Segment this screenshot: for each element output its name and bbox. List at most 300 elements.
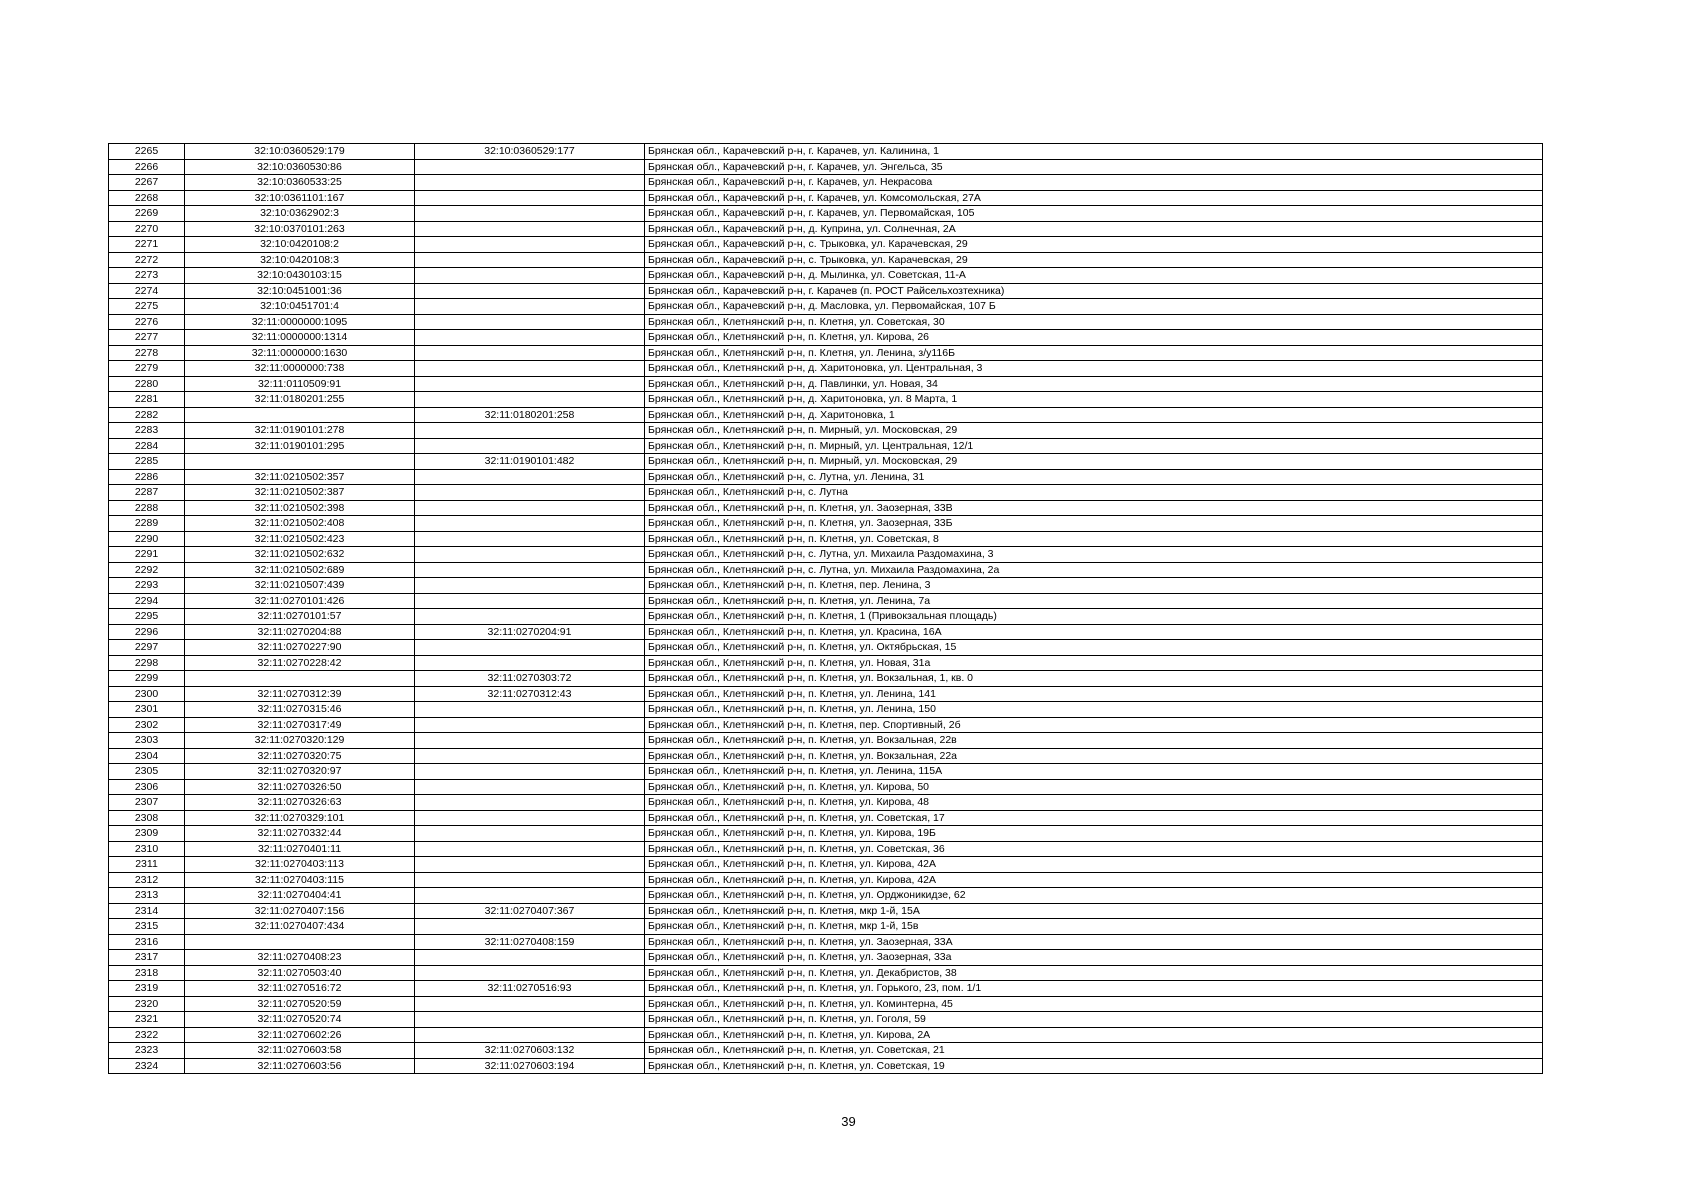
table-row [109, 330, 1543, 346]
address-cell: Брянская обл., Карачевский р-н, г. Карачев (п. РОСТ Райсельхозтехника) [645, 283, 1543, 299]
cadastral-number-cell: 32:10:0420108:2 [185, 237, 415, 253]
row-number-cell: 2291 [109, 547, 185, 563]
row-number-cell: 2277 [109, 330, 185, 346]
related-cadastral-number-cell [415, 252, 645, 268]
row-number-cell: 2290 [109, 531, 185, 547]
cadastral-number-cell: 32:11:0210502:632 [185, 547, 415, 563]
row-number-cell: 2324 [109, 1058, 185, 1074]
related-cadastral-number-cell [415, 872, 645, 888]
row-number-cell: 2266 [109, 159, 185, 175]
address-cell: Брянская обл., Клетнянский р-н, п. Клетня, ул. Ленина, 7а [645, 593, 1543, 609]
related-cadastral-number-cell [415, 764, 645, 780]
related-cadastral-number-cell [415, 562, 645, 578]
related-cadastral-number-cell [415, 965, 645, 981]
address-cell: Брянская обл., Клетнянский р-н, п. Клетня, ул. Кирова, 26 [645, 330, 1543, 346]
address-cell: Брянская обл., Клетнянский р-н, п. Клетня, ул. Коминтерна, 45 [645, 996, 1543, 1012]
cadastral-number-cell: 32:10:0362902:3 [185, 206, 415, 222]
cadastral-number-cell: 32:11:0270204:88 [185, 624, 415, 640]
row-number-cell: 2284 [109, 438, 185, 454]
cadastral-number-cell: 32:10:0430103:15 [185, 268, 415, 284]
cadastral-number-cell: 32:11:0210502:357 [185, 469, 415, 485]
row-number-cell: 2278 [109, 345, 185, 361]
related-cadastral-number-cell: 32:11:0270204:91 [415, 624, 645, 640]
table-row [109, 206, 1543, 222]
related-cadastral-number-cell [415, 593, 645, 609]
related-cadastral-number-cell [415, 996, 645, 1012]
cadastral-number-cell: 32:11:0190101:295 [185, 438, 415, 454]
row-number-cell: 2280 [109, 376, 185, 392]
address-cell: Брянская обл., Клетнянский р-н, п. Мирный, ул. Московская, 29 [645, 454, 1543, 470]
row-number-cell: 2267 [109, 175, 185, 191]
row-number-cell: 2316 [109, 934, 185, 950]
related-cadastral-number-cell [415, 779, 645, 795]
related-cadastral-number-cell [415, 221, 645, 237]
related-cadastral-number-cell [415, 237, 645, 253]
related-cadastral-number-cell [415, 159, 645, 175]
row-number-cell: 2309 [109, 826, 185, 842]
cadastral-number-cell [185, 407, 415, 423]
cadastral-number-cell: 32:11:0210502:408 [185, 516, 415, 532]
related-cadastral-number-cell [415, 640, 645, 656]
table-row [109, 454, 1543, 470]
row-number-cell: 2287 [109, 485, 185, 501]
table-row [109, 624, 1543, 640]
cadastral-number-cell: 32:11:0190101:278 [185, 423, 415, 439]
table-row [109, 888, 1543, 904]
related-cadastral-number-cell [415, 609, 645, 625]
related-cadastral-number-cell: 32:11:0270408:159 [415, 934, 645, 950]
cadastral-number-cell: 32:10:0360530:86 [185, 159, 415, 175]
cadastral-number-cell: 32:11:0270603:56 [185, 1058, 415, 1074]
row-number-cell: 2315 [109, 919, 185, 935]
cadastral-number-cell: 32:10:0451701:4 [185, 299, 415, 315]
table-row [109, 252, 1543, 268]
row-number-cell: 2297 [109, 640, 185, 656]
related-cadastral-number-cell [415, 950, 645, 966]
row-number-cell: 2295 [109, 609, 185, 625]
address-cell: Брянская обл., Карачевский р-н, с. Трыковка, ул. Карачевская, 29 [645, 252, 1543, 268]
cadastral-number-cell: 32:11:0270403:115 [185, 872, 415, 888]
related-cadastral-number-cell [415, 547, 645, 563]
table-row [109, 919, 1543, 935]
table-row [109, 392, 1543, 408]
row-number-cell: 2303 [109, 733, 185, 749]
row-number-cell: 2268 [109, 190, 185, 206]
cadastral-number-cell: 32:11:0270101:57 [185, 609, 415, 625]
table-row [109, 283, 1543, 299]
table-row [109, 593, 1543, 609]
row-number-cell: 2308 [109, 810, 185, 826]
related-cadastral-number-cell [415, 485, 645, 501]
address-cell: Брянская обл., Клетнянский р-н, п. Мирный, ул. Центральная, 12/1 [645, 438, 1543, 454]
address-cell: Брянская обл., Клетнянский р-н, п. Клетня, пер. Ленина, 3 [645, 578, 1543, 594]
related-cadastral-number-cell [415, 345, 645, 361]
table-row [109, 469, 1543, 485]
row-number-cell: 2301 [109, 702, 185, 718]
related-cadastral-number-cell [415, 888, 645, 904]
cadastral-number-cell: 32:10:0360529:179 [185, 144, 415, 160]
cadastral-number-cell: 32:11:0180201:255 [185, 392, 415, 408]
row-number-cell: 2312 [109, 872, 185, 888]
related-cadastral-number-cell [415, 748, 645, 764]
related-cadastral-number-cell: 32:11:0270516:93 [415, 981, 645, 997]
table-row [109, 314, 1543, 330]
address-cell: Брянская обл., Клетнянский р-н, п. Клетня, ул. Декабристов, 38 [645, 965, 1543, 981]
cadastral-number-cell: 32:11:0000000:1095 [185, 314, 415, 330]
table-row [109, 981, 1543, 997]
related-cadastral-number-cell [415, 578, 645, 594]
related-cadastral-number-cell [415, 826, 645, 842]
table-row [109, 903, 1543, 919]
row-number-cell: 2271 [109, 237, 185, 253]
related-cadastral-number-cell: 32:11:0270312:43 [415, 686, 645, 702]
table-row [109, 516, 1543, 532]
address-cell: Брянская обл., Карачевский р-н, д. Мылинка, ул. Советская, 11-А [645, 268, 1543, 284]
address-cell: Брянская обл., Клетнянский р-н, п. Клетня, ул. Ленина, 150 [645, 702, 1543, 718]
table-row [109, 299, 1543, 315]
table-row [109, 578, 1543, 594]
row-number-cell: 2265 [109, 144, 185, 160]
address-cell: Брянская обл., Карачевский р-н, г. Карачев, ул. Первомайская, 105 [645, 206, 1543, 222]
related-cadastral-number-cell [415, 268, 645, 284]
related-cadastral-number-cell [415, 299, 645, 315]
cadastral-number-cell: 32:10:0361101:167 [185, 190, 415, 206]
related-cadastral-number-cell [415, 314, 645, 330]
address-cell: Брянская обл., Клетнянский р-н, п. Клетня, ул. Кирова, 50 [645, 779, 1543, 795]
related-cadastral-number-cell [415, 810, 645, 826]
cadastral-number-cell: 32:11:0270516:72 [185, 981, 415, 997]
row-number-cell: 2288 [109, 500, 185, 516]
table-row [109, 779, 1543, 795]
address-cell: Брянская обл., Клетнянский р-н, п. Клетня, мкр 1-й, 15в [645, 919, 1543, 935]
row-number-cell: 2279 [109, 361, 185, 377]
related-cadastral-number-cell: 32:11:0270603:132 [415, 1043, 645, 1059]
address-cell: Брянская обл., Клетнянский р-н, п. Клетня, пер. Спортивный, 2б [645, 717, 1543, 733]
related-cadastral-number-cell [415, 330, 645, 346]
cadastral-number-cell: 32:11:0270227:90 [185, 640, 415, 656]
row-number-cell: 2269 [109, 206, 185, 222]
row-number-cell: 2286 [109, 469, 185, 485]
table-row [109, 485, 1543, 501]
cadastral-number-cell: 32:11:0000000:1630 [185, 345, 415, 361]
address-cell: Брянская обл., Клетнянский р-н, п. Клетня, ул. Новая, 31а [645, 655, 1543, 671]
table-row [109, 686, 1543, 702]
address-cell: Брянская обл., Клетнянский р-н, п. Клетня, ул. Октябрьская, 15 [645, 640, 1543, 656]
cadastral-number-cell [185, 454, 415, 470]
related-cadastral-number-cell [415, 438, 645, 454]
address-cell: Брянская обл., Карачевский р-н, г. Карачев, ул. Некрасова [645, 175, 1543, 191]
related-cadastral-number-cell: 32:11:0270603:194 [415, 1058, 645, 1074]
related-cadastral-number-cell [415, 733, 645, 749]
address-cell: Брянская обл., Клетнянский р-н, п. Клетня, мкр 1-й, 15А [645, 903, 1543, 919]
address-cell: Брянская обл., Клетнянский р-н, п. Клетня, 1 (Привокзальная площадь) [645, 609, 1543, 625]
table-row [109, 407, 1543, 423]
table-row [109, 159, 1543, 175]
cadastral-number-cell: 32:11:0270228:42 [185, 655, 415, 671]
address-cell: Брянская обл., Клетнянский р-н, п. Клетня, ул. Советская, 8 [645, 531, 1543, 547]
cadastral-number-cell: 32:11:0270520:59 [185, 996, 415, 1012]
related-cadastral-number-cell [415, 655, 645, 671]
cadastral-number-cell: 32:11:0270503:40 [185, 965, 415, 981]
address-cell: Брянская обл., Клетнянский р-н, п. Клетня, ул. Кирова, 42А [645, 857, 1543, 873]
cadastral-number-cell: 32:11:0000000:738 [185, 361, 415, 377]
address-cell: Брянская обл., Карачевский р-н, г. Карачев, ул. Энгельса, 35 [645, 159, 1543, 175]
table-row [109, 826, 1543, 842]
address-cell: Брянская обл., Клетнянский р-н, п. Клетня, ул. Вокзальная, 1, кв. 0 [645, 671, 1543, 687]
row-number-cell: 2274 [109, 283, 185, 299]
address-cell: Брянская обл., Клетнянский р-н, п. Клетня, ул. Кирова, 19Б [645, 826, 1543, 842]
row-number-cell: 2307 [109, 795, 185, 811]
table-row [109, 562, 1543, 578]
row-number-cell: 2319 [109, 981, 185, 997]
property-registry-table [108, 143, 1543, 1074]
cadastral-number-cell: 32:11:0270320:97 [185, 764, 415, 780]
row-number-cell: 2323 [109, 1043, 185, 1059]
row-number-cell: 2292 [109, 562, 185, 578]
table-row [109, 810, 1543, 826]
row-number-cell: 2282 [109, 407, 185, 423]
cadastral-number-cell: 32:11:0270602:26 [185, 1027, 415, 1043]
address-cell: Брянская обл., Клетнянский р-н, п. Клетня, ул. Заозерная, 33Б [645, 516, 1543, 532]
address-cell: Брянская обл., Клетнянский р-н, п. Клетня, ул. Ленина, з/у116Б [645, 345, 1543, 361]
table-row [109, 655, 1543, 671]
table-row [109, 748, 1543, 764]
address-cell: Брянская обл., Клетнянский р-н, п. Клетня, ул. Советская, 19 [645, 1058, 1543, 1074]
cadastral-number-cell: 32:10:0360533:25 [185, 175, 415, 191]
address-cell: Брянская обл., Клетнянский р-н, с. Лутна [645, 485, 1543, 501]
related-cadastral-number-cell [415, 423, 645, 439]
cadastral-number-cell: 32:10:0451001:36 [185, 283, 415, 299]
row-number-cell: 2314 [109, 903, 185, 919]
table-row [109, 965, 1543, 981]
row-number-cell: 2299 [109, 671, 185, 687]
address-cell: Брянская обл., Клетнянский р-н, п. Клетня, ул. Ленина, 115А [645, 764, 1543, 780]
related-cadastral-number-cell [415, 190, 645, 206]
table-row [109, 547, 1543, 563]
related-cadastral-number-cell [415, 919, 645, 935]
table-row [109, 1012, 1543, 1028]
cadastral-number-cell: 32:11:0210507:439 [185, 578, 415, 594]
cadastral-number-cell: 32:11:0270320:129 [185, 733, 415, 749]
related-cadastral-number-cell: 32:11:0180201:258 [415, 407, 645, 423]
row-number-cell: 2275 [109, 299, 185, 315]
row-number-cell: 2321 [109, 1012, 185, 1028]
row-number-cell: 2281 [109, 392, 185, 408]
address-cell: Брянская обл., Клетнянский р-н, п. Клетня, ул. Вокзальная, 22а [645, 748, 1543, 764]
address-cell: Брянская обл., Клетнянский р-н, п. Клетня, ул. Гоголя, 59 [645, 1012, 1543, 1028]
related-cadastral-number-cell [415, 531, 645, 547]
related-cadastral-number-cell [415, 516, 645, 532]
cadastral-number-cell: 32:11:0270401:11 [185, 841, 415, 857]
registry-table-body [109, 144, 1543, 1074]
row-number-cell: 2298 [109, 655, 185, 671]
cadastral-number-cell: 32:11:0270317:49 [185, 717, 415, 733]
row-number-cell: 2304 [109, 748, 185, 764]
cadastral-number-cell: 32:11:0270329:101 [185, 810, 415, 826]
table-row [109, 609, 1543, 625]
row-number-cell: 2313 [109, 888, 185, 904]
related-cadastral-number-cell [415, 283, 645, 299]
address-cell: Брянская обл., Клетнянский р-н, с. Лутна, ул. Ленина, 31 [645, 469, 1543, 485]
address-cell: Брянская обл., Карачевский р-н, д. Масловка, ул. Первомайская, 107 Б [645, 299, 1543, 315]
address-cell: Брянская обл., Клетнянский р-н, с. Лутна, ул. Михаила Раздомахина, 2а [645, 562, 1543, 578]
address-cell: Брянская обл., Клетнянский р-н, п. Клетня, ул. Советская, 36 [645, 841, 1543, 857]
address-cell: Брянская обл., Клетнянский р-н, п. Мирный, ул. Московская, 29 [645, 423, 1543, 439]
table-row [109, 795, 1543, 811]
row-number-cell: 2285 [109, 454, 185, 470]
related-cadastral-number-cell [415, 857, 645, 873]
row-number-cell: 2276 [109, 314, 185, 330]
address-cell: Брянская обл., Клетнянский р-н, п. Клетня, ул. Орджоникидзе, 62 [645, 888, 1543, 904]
related-cadastral-number-cell [415, 500, 645, 516]
related-cadastral-number-cell [415, 795, 645, 811]
table-row [109, 361, 1543, 377]
cadastral-number-cell: 32:11:0210502:689 [185, 562, 415, 578]
row-number-cell: 2296 [109, 624, 185, 640]
table-row [109, 500, 1543, 516]
table-row [109, 190, 1543, 206]
cadastral-number-cell [185, 934, 415, 950]
table-row [109, 764, 1543, 780]
related-cadastral-number-cell: 32:10:0360529:177 [415, 144, 645, 160]
row-number-cell: 2293 [109, 578, 185, 594]
address-cell: Брянская обл., Клетнянский р-н, п. Клетня, ул. Кирова, 48 [645, 795, 1543, 811]
table-row [109, 531, 1543, 547]
cadastral-number-cell: 32:11:0210502:398 [185, 500, 415, 516]
table-row [109, 671, 1543, 687]
related-cadastral-number-cell: 32:11:0270303:72 [415, 671, 645, 687]
table-row [109, 1043, 1543, 1059]
address-cell: Брянская обл., Клетнянский р-н, п. Клетня, ул. Советская, 17 [645, 810, 1543, 826]
cadastral-number-cell: 32:11:0210502:423 [185, 531, 415, 547]
row-number-cell: 2322 [109, 1027, 185, 1043]
table-row [109, 702, 1543, 718]
cadastral-number-cell: 32:11:0270320:75 [185, 748, 415, 764]
cadastral-number-cell: 32:11:0270603:58 [185, 1043, 415, 1059]
row-number-cell: 2306 [109, 779, 185, 795]
related-cadastral-number-cell [415, 1012, 645, 1028]
cadastral-number-cell: 32:11:0270407:156 [185, 903, 415, 919]
cadastral-number-cell: 32:11:0270520:74 [185, 1012, 415, 1028]
related-cadastral-number-cell [415, 702, 645, 718]
table-row [109, 237, 1543, 253]
address-cell: Брянская обл., Карачевский р-н, д. Куприна, ул. Солнечная, 2А [645, 221, 1543, 237]
related-cadastral-number-cell: 32:11:0190101:482 [415, 454, 645, 470]
related-cadastral-number-cell [415, 392, 645, 408]
address-cell: Брянская обл., Клетнянский р-н, п. Клетня, ул. Вокзальная, 22в [645, 733, 1543, 749]
row-number-cell: 2273 [109, 268, 185, 284]
table-row [109, 221, 1543, 237]
row-number-cell: 2310 [109, 841, 185, 857]
row-number-cell: 2311 [109, 857, 185, 873]
page-number: 39 [841, 1114, 856, 1129]
address-cell: Брянская обл., Клетнянский р-н, п. Клетня, ул. Заозерная, 33А [645, 934, 1543, 950]
table-row [109, 345, 1543, 361]
cadastral-number-cell: 32:11:0270315:46 [185, 702, 415, 718]
address-cell: Брянская обл., Клетнянский р-н, д. Харитоновка, ул. 8 Марта, 1 [645, 392, 1543, 408]
row-number-cell: 2318 [109, 965, 185, 981]
row-number-cell: 2283 [109, 423, 185, 439]
address-cell: Брянская обл., Клетнянский р-н, п. Клетня, ул. Горького, 23, пом. 1/1 [645, 981, 1543, 997]
table-row [109, 423, 1543, 439]
address-cell: Брянская обл., Клетнянский р-н, с. Лутна, ул. Михаила Раздомахина, 3 [645, 547, 1543, 563]
row-number-cell: 2294 [109, 593, 185, 609]
row-number-cell: 2305 [109, 764, 185, 780]
table-row [109, 640, 1543, 656]
table-row [109, 144, 1543, 160]
table-row [109, 872, 1543, 888]
address-cell: Брянская обл., Клетнянский р-н, п. Клетня, ул. Советская, 30 [645, 314, 1543, 330]
cadastral-number-cell: 32:11:0270326:63 [185, 795, 415, 811]
row-number-cell: 2272 [109, 252, 185, 268]
cadastral-number-cell: 32:11:0270403:113 [185, 857, 415, 873]
related-cadastral-number-cell [415, 717, 645, 733]
table-row [109, 438, 1543, 454]
related-cadastral-number-cell [415, 175, 645, 191]
row-number-cell: 2300 [109, 686, 185, 702]
table-row [109, 934, 1543, 950]
table-row [109, 1058, 1543, 1074]
table-row [109, 996, 1543, 1012]
table-row [109, 857, 1543, 873]
row-number-cell: 2302 [109, 717, 185, 733]
cadastral-number-cell [185, 671, 415, 687]
related-cadastral-number-cell [415, 376, 645, 392]
address-cell: Брянская обл., Клетнянский р-н, п. Клетня, ул. Заозерная, 33В [645, 500, 1543, 516]
related-cadastral-number-cell [415, 1027, 645, 1043]
address-cell: Брянская обл., Карачевский р-н, г. Карачев, ул. Комсомольская, 27А [645, 190, 1543, 206]
address-cell: Брянская обл., Клетнянский р-н, д. Павлинки, ул. Новая, 34 [645, 376, 1543, 392]
table-row [109, 268, 1543, 284]
row-number-cell: 2320 [109, 996, 185, 1012]
address-cell: Брянская обл., Клетнянский р-н, п. Клетня, ул. Красина, 16А [645, 624, 1543, 640]
table-row [109, 1027, 1543, 1043]
table-row [109, 717, 1543, 733]
address-cell: Брянская обл., Клетнянский р-н, д. Харитоновка, ул. Центральная, 3 [645, 361, 1543, 377]
cadastral-number-cell: 32:10:0420108:3 [185, 252, 415, 268]
cadastral-number-cell: 32:11:0110509:91 [185, 376, 415, 392]
cadastral-number-cell: 32:11:0270312:39 [185, 686, 415, 702]
cadastral-number-cell: 32:11:0270332:44 [185, 826, 415, 842]
related-cadastral-number-cell [415, 206, 645, 222]
row-number-cell: 2289 [109, 516, 185, 532]
cadastral-number-cell: 32:11:0270408:23 [185, 950, 415, 966]
address-cell: Брянская обл., Клетнянский р-н, п. Клетня, ул. Ленина, 141 [645, 686, 1543, 702]
address-cell: Брянская обл., Клетнянский р-н, п. Клетня, ул. Советская, 21 [645, 1043, 1543, 1059]
address-cell: Брянская обл., Клетнянский р-н, п. Клетня, ул. Кирова, 2А [645, 1027, 1543, 1043]
address-cell: Брянская обл., Клетнянский р-н, п. Клетня, ул. Заозерная, 33а [645, 950, 1543, 966]
cadastral-number-cell: 32:11:0210502:387 [185, 485, 415, 501]
related-cadastral-number-cell [415, 469, 645, 485]
table-row [109, 376, 1543, 392]
address-cell: Брянская обл., Клетнянский р-н, п. Клетня, ул. Кирова, 42А [645, 872, 1543, 888]
related-cadastral-number-cell: 32:11:0270407:367 [415, 903, 645, 919]
address-cell: Брянская обл., Клетнянский р-н, д. Харитоновка, 1 [645, 407, 1543, 423]
cadastral-number-cell: 32:11:0270404:41 [185, 888, 415, 904]
table-row [109, 733, 1543, 749]
address-cell: Брянская обл., Карачевский р-н, с. Трыковка, ул. Карачевская, 29 [645, 237, 1543, 253]
cadastral-number-cell: 32:10:0370101:263 [185, 221, 415, 237]
row-number-cell: 2317 [109, 950, 185, 966]
row-number-cell: 2270 [109, 221, 185, 237]
related-cadastral-number-cell [415, 361, 645, 377]
cadastral-number-cell: 32:11:0270407:434 [185, 919, 415, 935]
cadastral-number-cell: 32:11:0270326:50 [185, 779, 415, 795]
table-row [109, 175, 1543, 191]
table-row [109, 841, 1543, 857]
address-cell: Брянская обл., Карачевский р-н, г. Карачев, ул. Калинина, 1 [645, 144, 1543, 160]
cadastral-number-cell: 32:11:0000000:1314 [185, 330, 415, 346]
